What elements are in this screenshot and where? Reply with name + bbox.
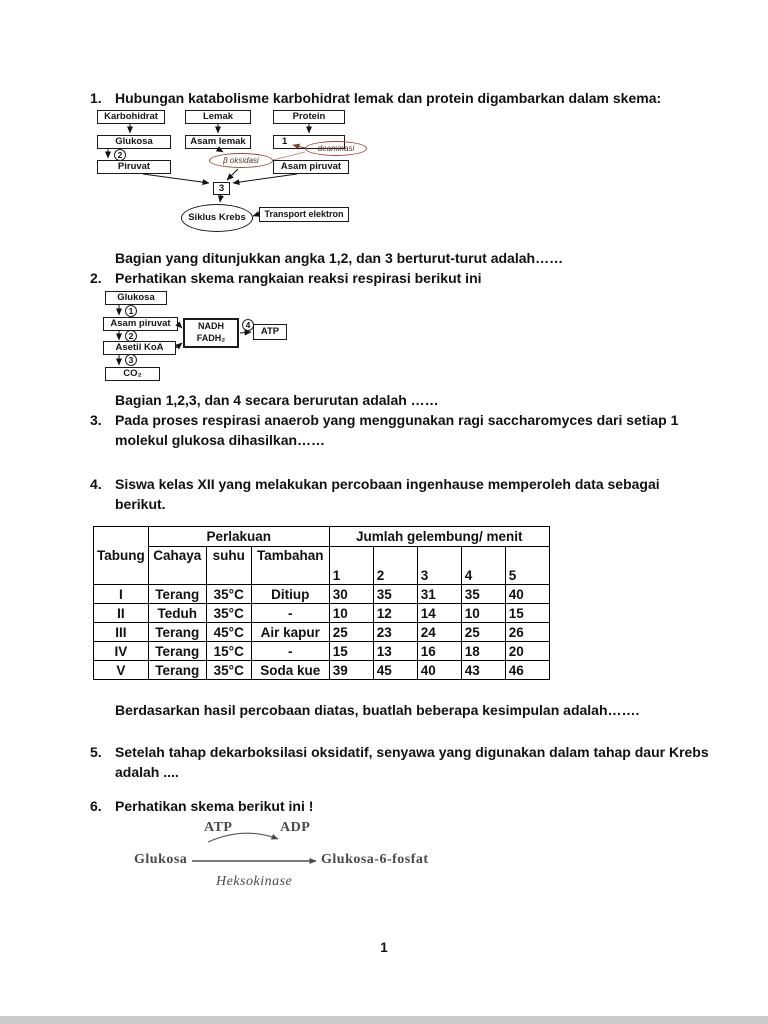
page-number: 1 (380, 940, 388, 955)
col-header-tambahan: Tambahan (251, 547, 329, 585)
cell-cahaya: Terang (148, 661, 206, 680)
cell-value: 24 (417, 623, 461, 642)
page-content (90, 88, 728, 898)
cell-value: 40 (505, 585, 549, 604)
question-1-answer-prompt: Bagian yang ditunjukkan angka 1,2, dan 3 berturut-turut adalah…… (115, 250, 564, 266)
cell-tabung: IV (94, 642, 149, 661)
question-text-line: Siswa kelas XII yang melakukan percobaan ingenhause memperoleh data sebagai (115, 476, 660, 492)
cell-value: 10 (461, 604, 505, 623)
cell-tabung: I (94, 585, 149, 604)
cell-tabung: II (94, 604, 149, 623)
col-header-minute-3: 3 (417, 547, 461, 585)
col-header-minute-4: 4 (461, 547, 505, 585)
catabolism-scheme-diagram (93, 108, 373, 236)
node-asam-lemak: Asam lemak (185, 135, 251, 149)
cell-cahaya: Terang (148, 642, 206, 661)
cell-value: 31 (417, 585, 461, 604)
node-karbohidrat: Karbohidrat (97, 110, 165, 124)
cell-suhu: 15°C (206, 642, 251, 661)
cell-value: 15 (329, 642, 373, 661)
cell-cahaya: Terang (148, 623, 206, 642)
cell-value: 39 (329, 661, 373, 680)
cell-value: 14 (417, 604, 461, 623)
question-number: 1. (90, 90, 102, 106)
cell-tambahan: - (251, 604, 329, 623)
col-header-cahaya: Cahaya (148, 547, 206, 585)
col-header-suhu: suhu (206, 547, 251, 585)
cell-value: 30 (329, 585, 373, 604)
question-2-answer-prompt: Bagian 1,2,3, dan 4 secara berurutan adalah …… (115, 392, 439, 408)
question-4-answer-prompt: Berdasarkan hasil percobaan diatas, buatlah beberapa kesimpulan adalah……. (115, 702, 640, 718)
hexokinase-scheme-diagram (130, 818, 470, 898)
question-1 (90, 88, 728, 108)
cell-value: 13 (373, 642, 417, 661)
col-header-tabung: Tabung (94, 527, 149, 585)
cell-value: 25 (461, 623, 505, 642)
nadh-label: NADH (198, 321, 224, 332)
node-nadh-fadh2 (183, 318, 239, 348)
cell-tabung: III (94, 623, 149, 642)
cell-value: 35 (373, 585, 417, 604)
cell-value: 25 (329, 623, 373, 642)
node-3: 3 (213, 182, 230, 195)
col-header-minute-5: 5 (505, 547, 549, 585)
node-lemak: Lemak (185, 110, 251, 124)
cell-value: 40 (417, 661, 461, 680)
label-beta-oksidasi: β oksidasi (209, 153, 273, 168)
question-number: 4. (90, 476, 102, 492)
cell-value: 12 (373, 604, 417, 623)
question-text-line: adalah .... (115, 764, 179, 780)
cell-value: 20 (505, 642, 549, 661)
product-label: Glukosa-6-fosfat (321, 852, 429, 867)
cell-value: 26 (505, 623, 549, 642)
node-1: 1 (273, 135, 345, 149)
cell-suhu: 35°C (206, 661, 251, 680)
question-4 (90, 474, 728, 514)
cell-tambahan: Ditiup (251, 585, 329, 604)
fadh2-label: FADH₂ (196, 333, 226, 343)
node-asam-piruvat: Asam piruvat (273, 160, 349, 174)
question-text (115, 410, 728, 450)
label-circled-3: 3 (125, 354, 137, 366)
cell-suhu: 35°C (206, 585, 251, 604)
question-3 (90, 410, 728, 450)
cell-value: 18 (461, 642, 505, 661)
atp-label: ATP (204, 820, 233, 835)
col-header-minute-1: 1 (329, 547, 373, 585)
adp-label: ADP (280, 820, 311, 835)
cell-value: 45 (373, 661, 417, 680)
cell-value: 23 (373, 623, 417, 642)
node-co2: CO₂ (105, 367, 160, 381)
cell-cahaya: Terang (148, 585, 206, 604)
cell-value: 10 (329, 604, 373, 623)
node-transport-elektron: Transport elektron (259, 207, 349, 222)
respiration-scheme-diagram (103, 290, 303, 386)
question-text (115, 474, 728, 514)
col-group-perlakuan: Perlakuan (148, 527, 329, 547)
col-group-gelembung: Jumlah gelembung/ menit (329, 527, 549, 547)
experiment-table (93, 526, 550, 680)
cell-value: 15 (505, 604, 549, 623)
table-row (94, 585, 550, 604)
cell-value: 16 (417, 642, 461, 661)
node-protein: Protein (273, 110, 345, 124)
cell-tambahan: Air kapur (251, 623, 329, 642)
question-text-line: berikut. (115, 496, 166, 512)
question-6 (90, 796, 728, 816)
col-header-minute-2: 2 (373, 547, 417, 585)
question-number: 2. (90, 270, 102, 286)
label-circled-4: 4 (242, 319, 254, 331)
question-text: Hubungan katabolisme karbohidrat lemak dan protein digambarkan dalam skema: (115, 90, 662, 106)
question-text (115, 742, 728, 782)
node-asetil-koa: Asetil KoA (103, 341, 176, 355)
node-piruvat: Piruvat (97, 160, 171, 174)
node-glukosa: Glukosa (97, 135, 171, 149)
cell-value: 35 (461, 585, 505, 604)
question-text-line: Pada proses respirasi anaerob yang menggunakan ragi saccharomyces dari setiap 1 (115, 412, 679, 428)
node-asam-piruvat: Asam piruvat (103, 317, 178, 331)
cell-value: 46 (505, 661, 549, 680)
label-deaminasi: deaminasi (305, 141, 367, 156)
cell-tambahan: Soda kue (251, 661, 329, 680)
node-glukosa: Glukosa (105, 291, 167, 305)
question-text: Perhatikan skema berikut ini ! (115, 798, 314, 814)
label-circled-1: 1 (125, 305, 137, 317)
question-number: 5. (90, 744, 102, 760)
table-row (94, 623, 550, 642)
cell-suhu: 45°C (206, 623, 251, 642)
enzyme-label: Heksokinase (216, 874, 293, 889)
glukosa-label: Glukosa (134, 852, 188, 867)
cell-tambahan: - (251, 642, 329, 661)
label-circled-2: 2 (125, 330, 137, 342)
question-5 (90, 742, 728, 782)
node-atp: ATP (253, 324, 287, 340)
table-row (94, 661, 550, 680)
table-row (94, 642, 550, 661)
page-edge-strip (0, 1016, 768, 1024)
question-text: Perhatikan skema rangkaian reaksi respirasi berikut ini (115, 270, 482, 286)
question-text-line: molekul glukosa dihasilkan…… (115, 432, 326, 448)
node-siklus-krebs: Siklus Krebs (181, 204, 253, 232)
table-row (94, 604, 550, 623)
cell-suhu: 35°C (206, 604, 251, 623)
cell-tabung: V (94, 661, 149, 680)
question-2 (90, 268, 728, 288)
question-number: 6. (90, 798, 102, 814)
cell-value: 43 (461, 661, 505, 680)
question-number: 3. (90, 412, 102, 428)
question-text-line: Setelah tahap dekarboksilasi oksidatif, senyawa yang digunakan dalam tahap daur Krebs (115, 744, 709, 760)
label-circled-2: 2 (114, 149, 126, 161)
cell-cahaya: Teduh (148, 604, 206, 623)
